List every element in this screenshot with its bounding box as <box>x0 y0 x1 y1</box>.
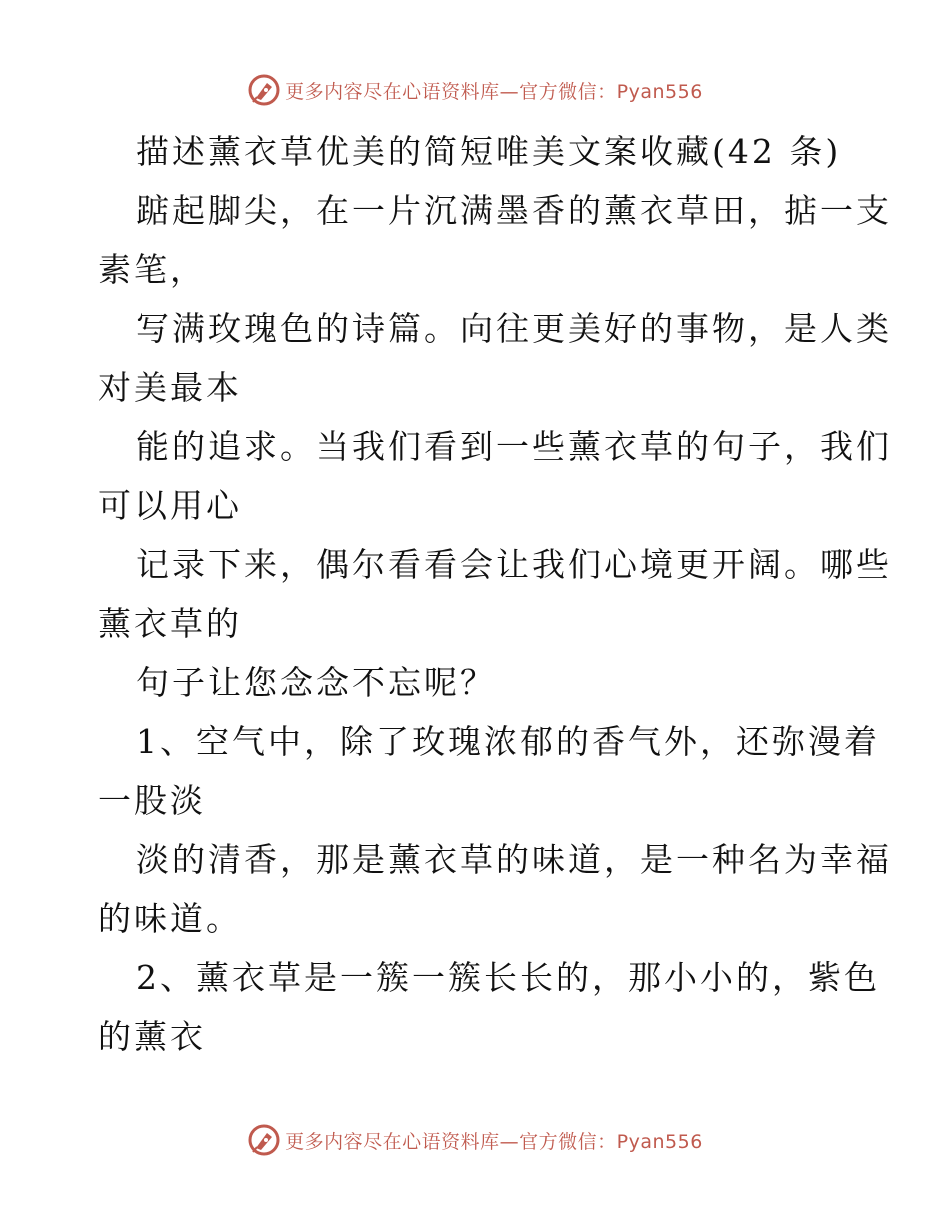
paragraph-line: 踮起脚尖，在一片沉满墨香的薰衣草田，掂一支 <box>136 191 892 230</box>
footer-banner <box>0 1120 950 1160</box>
paragraph-line: 对美最本 <box>98 368 242 407</box>
header-banner <box>0 70 950 110</box>
list-item-line: 一股淡 <box>98 781 206 820</box>
header-banner-text: 更多内容尽在心语资料库—官方微信：Pyan556 <box>285 80 703 103</box>
list-item-line: 的味道。 <box>98 899 242 938</box>
paragraph-line: 写满玫瑰色的诗篇。向往更美好的事物，是人类 <box>136 309 892 348</box>
pen-nib-logo-icon <box>247 73 281 107</box>
footer-banner-text: 更多内容尽在心语资料库—官方微信：Pyan556 <box>285 1130 703 1153</box>
paragraph-line: 句子让您念念不忘呢？ <box>136 663 496 702</box>
paragraph-line: 能的追求。当我们看到一些薰衣草的句子，我们 <box>136 427 892 466</box>
paragraph-line: 素笔， <box>98 250 206 289</box>
paragraph-line: 记录下来，偶尔看看会让我们心境更开阔。哪些 <box>136 545 892 584</box>
list-item-line: 的薰衣 <box>98 1017 206 1056</box>
list-item-line: 2、薰衣草是一簇一簇长长的，那小小的，紫色 <box>136 958 880 997</box>
pen-nib-logo-icon <box>247 1123 281 1157</box>
list-item-line: 淡的清香，那是薰衣草的味道，是一种名为幸福 <box>136 840 892 879</box>
paragraph-line: 可以用心 <box>98 486 242 525</box>
document-title: 描述薰衣草优美的简短唯美文案收藏(42 条) <box>136 132 842 171</box>
paragraph-line: 薰衣草的 <box>98 604 242 643</box>
list-item-line: 1、空气中，除了玫瑰浓郁的香气外，还弥漫着 <box>136 722 880 761</box>
document-body <box>98 122 892 1066</box>
